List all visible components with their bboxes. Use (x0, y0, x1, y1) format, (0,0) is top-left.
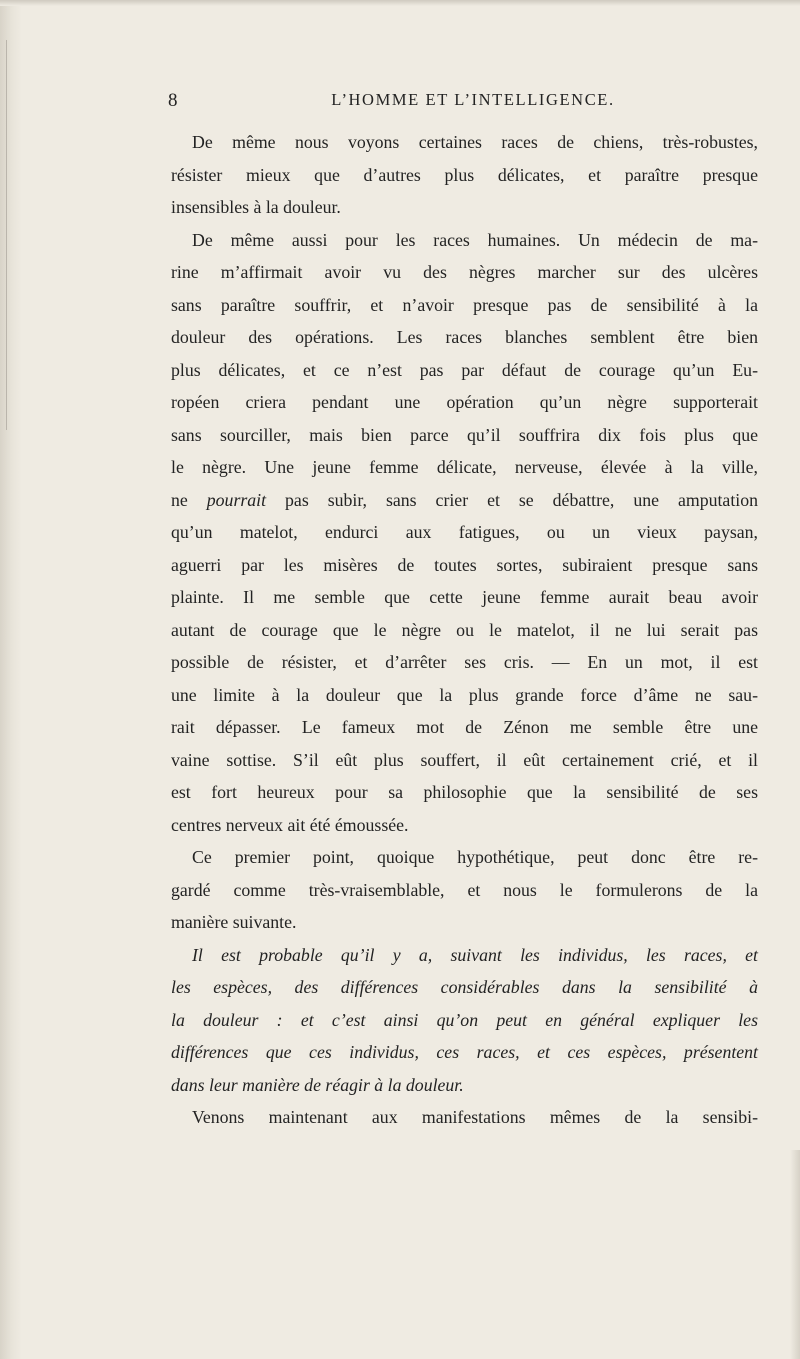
italic-text-line: différences que ces individus, ces races, et ces espèces, présentent (171, 1042, 758, 1062)
body-text (171, 126, 758, 1134)
text-line: rait dépasser. Le fameux mot de Zénon me semble être une (171, 717, 758, 737)
italic-text-line: les espèces, des différences considérables dans la sensibilité à (171, 977, 758, 997)
text-line: sans sourciller, mais bien parce qu’il souffrira dix fois plus que (171, 424, 758, 445)
text-line: centres nerveux ait été émoussée. (171, 814, 409, 835)
text-line: est fort heureux pour sa philosophie que la sensibilité de ses (171, 782, 758, 802)
text-line: qu’un matelot, endurci aux fatigues, ou un vieux paysan, (171, 522, 758, 542)
emphasized-word: pourrait (206, 489, 267, 510)
running-title: L’HOMME ET L’INTELLIGENCE. (331, 90, 615, 109)
text-line: autant de courage que le nègre ou le matelot, il ne lui serait pas (171, 619, 758, 640)
text-line: possible de résister, et d’arrêter ses cris. — En un mot, il est (171, 652, 758, 672)
text-line: plus délicates, et ce n’est pas par défaut de courage qu’un Eu- (171, 359, 758, 380)
running-header (168, 90, 738, 114)
text-line: résister mieux que d’autres plus délicates, et paraître presque (171, 164, 758, 185)
text-line: douleur des opérations. Les races blanches semblent être bien (171, 327, 758, 347)
page-right-edge-shadow (790, 1150, 800, 1359)
text-line-rest: pas subir, sans crier et se débattre, une amputation (285, 489, 758, 510)
italic-text-line: dans leur manière de réagir à la douleur. (171, 1074, 464, 1095)
text-line: ropéen criera pendant une opération qu’un nègre supporterait (171, 392, 758, 412)
text-line: aguerri par les misères de toutes sortes, subiraient presque sans (171, 554, 758, 575)
text-line: vaine sottise. S’il eût plus souffert, il eût certainement crié, et il (171, 749, 758, 770)
gutter-crease (6, 40, 7, 430)
text-line: insensibles à la douleur. (171, 197, 341, 217)
text-line-with-emphasis (171, 484, 758, 517)
page-top-edge (0, 0, 800, 6)
text-line: plainte. Il me semble que cette jeune femme aurait beau avoir (171, 587, 758, 607)
page-number: 8 (168, 90, 179, 111)
text-line: rine m’affirmait avoir vu des nègres marcher sur des ulcères (171, 262, 758, 282)
italic-text-line: la douleur : et c’est ainsi qu’on peut en général expliquer les (171, 1009, 758, 1030)
text-line-prefix: ne (171, 489, 188, 510)
text-line: Ce premier point, quoique hypothétique, peut donc être re- (192, 847, 758, 867)
text-line: le nègre. Une jeune femme délicate, nerveuse, élevée à la ville, (171, 457, 758, 477)
italic-text-line: Il est probable qu’il y a, suivant les individus, les races, et (192, 944, 758, 965)
text-line: De même nous voyons certaines races de chiens, très-robustes, (192, 132, 758, 152)
text-line: gardé comme très-vraisemblable, et nous le formulerons de la (171, 879, 758, 900)
text-line: une limite à la douleur que la plus grande force d’âme ne sau- (171, 684, 758, 705)
text-line: De même aussi pour les races humaines. Un médecin de ma- (192, 229, 758, 250)
text-line: sans paraître souffrir, et n’avoir presque pas de sensibilité à la (171, 294, 758, 315)
binding-gutter (0, 0, 22, 1359)
text-line: manière suivante. (171, 912, 297, 932)
text-line: Venons maintenant aux manifestations mêmes de la sensibi- (192, 1107, 758, 1127)
